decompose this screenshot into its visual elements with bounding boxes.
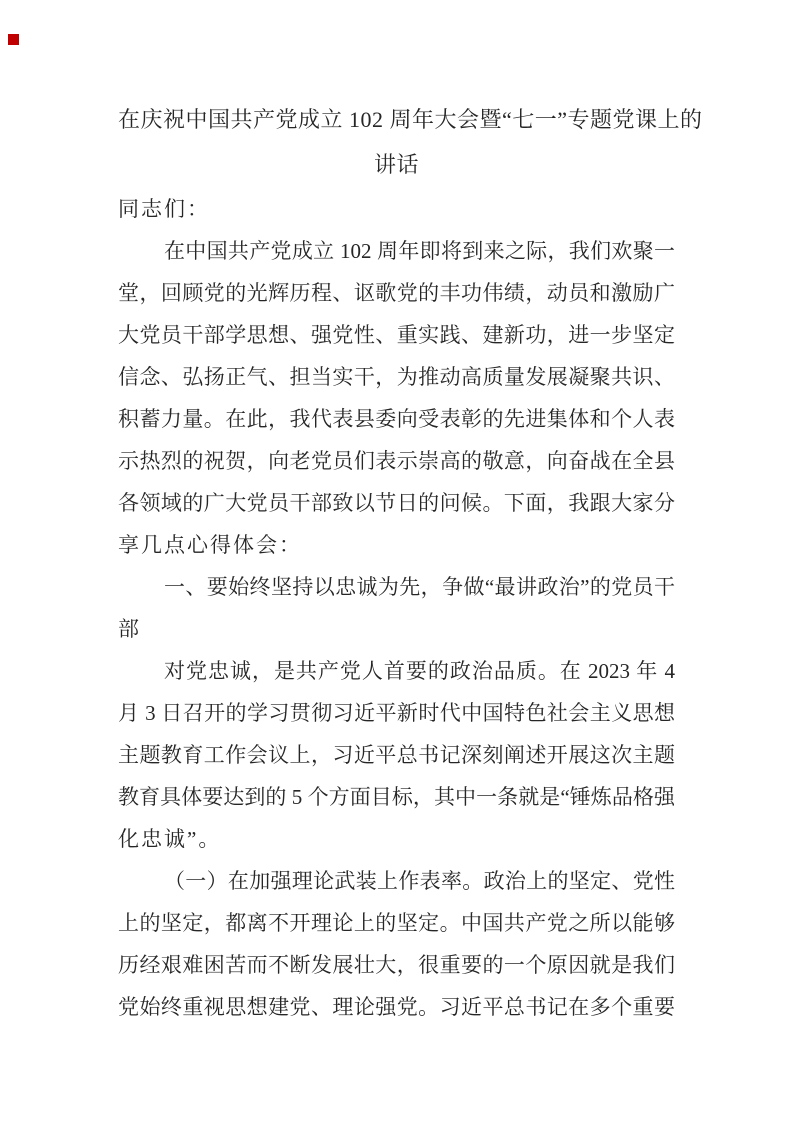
document-line: 化忠诚”。 — [118, 827, 222, 851]
document-line: 教育具体要达到的 5 个方面目标，其中一条就是“锤炼品格强 — [118, 785, 675, 809]
document-line: 在中国共产党成立 102 周年即将到来之际，我们欢聚一 — [164, 239, 675, 263]
document-line: 历经艰难困苦而不断发展壮大，很重要的一个原因就是我们 — [118, 953, 675, 977]
document-line: 月 3 日召开的学习贯彻习近平新时代中国特色社会主义思想 — [118, 701, 675, 725]
document-title-line-2: 讲话 — [373, 152, 419, 177]
document-line: 对党忠诚，是共产党人首要的政治品质。在 2023 年 4 — [164, 659, 675, 683]
document-content — [118, 97, 703, 1028]
document-line: 示热烈的祝贺，向老党员们表示崇高的敬意，向奋战在全县 — [118, 449, 675, 473]
document-line: 大党员干部学思想、强党性、重实践、建新功，进一步坚定 — [118, 323, 675, 347]
document-title-line-1: 在庆祝中国共产党成立 102 周年大会暨“七一”专题党课上的 — [118, 107, 703, 132]
red-square-marker — [8, 34, 19, 45]
document-line: 积蓄力量。在此，我代表县委向受表彰的先进集体和个人表 — [118, 407, 675, 431]
document-line: （一）在加强理论武装上作表率。政治上的坚定、党性 — [164, 869, 675, 893]
document-line: 享几点心得体会： — [118, 533, 302, 557]
document-line: 同志们： — [118, 197, 210, 221]
document-line: 主题教育工作会议上，习近平总书记深刻阐述开展这次主题 — [118, 743, 675, 767]
document-body — [118, 188, 675, 1028]
document-title — [118, 97, 703, 187]
document-line: 部 — [118, 617, 141, 641]
document-line: 各领域的广大党员干部致以节日的问候。下面，我跟大家分 — [118, 491, 675, 515]
document-line: 信念、弘扬正气、担当实干，为推动高质量发展凝聚共识、 — [118, 365, 675, 389]
document-line: 党始终重视思想建党、理论强党。习近平总书记在多个重要 — [118, 995, 675, 1019]
document-line: 堂，回顾党的光辉历程、讴歌党的丰功伟绩，动员和激励广 — [118, 281, 675, 305]
document-line: 上的坚定，都离不开理论上的坚定。中国共产党之所以能够 — [118, 911, 675, 935]
document-line: 一、要始终坚持以忠诚为先，争做“最讲政治”的党员干 — [164, 575, 675, 599]
